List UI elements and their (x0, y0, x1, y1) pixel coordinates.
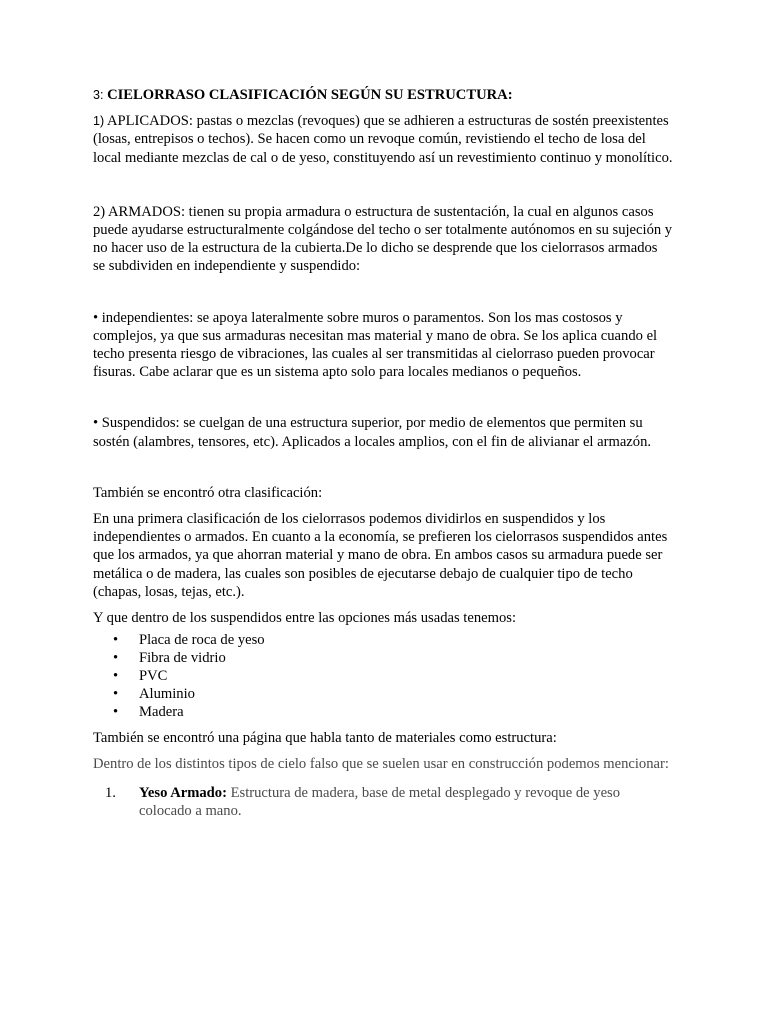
section1-text: APLICADOS: pastas o mezclas (revoques) que se adhieren a estructuras de sostén preexistentes (losas, entrepisos o techos). Se hacen como un revoque común, revistiendo el techo de losa del local mediante mezclas de cal o de yeso, constituyendo así un revestimiento continuo y monolítico. (93, 113, 673, 166)
paragraph-independientes: • independientes: se apoya lateralmente sobre muros o paramentos. Son los mas costosos y complejos, ya que sus armaduras necesitan mas material y mano de obra. Se los aplica cuando el techo presenta riesgo de vibraciones, las cuales al ser transmitidas al cielorraso pueden provocar fisuras. Cabe aclarar que es un sistema apto solo para locales medianos o pequeños. (93, 309, 658, 381)
pagina-text: Dentro de los distintos tipos de cielo falso que se suelen usar en construcción podemos mencionar: (93, 756, 669, 773)
section-armados: 2) ARMADOS: tienen su propia armadura o estructura de sustentación, la cual en algunos casos puede ayudarse estructuralmente colgándose del techo o ser totalmente autónomos en su sujeción y no hacer uso de la estructura de la cubierta.De lo dicho se desprende que los cielorrasos armados se subdividen en independiente y suspendido: (93, 203, 673, 275)
heading-title: CIELORRASO CLASIFICACIÓN SEGÚN SU ESTRUCTURA: (107, 87, 513, 103)
section1-number: 1) (93, 114, 105, 129)
suspended-options-list (93, 631, 673, 721)
heading-number: 3: (93, 88, 104, 102)
otra-clasificacion-text: En una primera clasificación de los cielorrasos podemos dividirlos en suspendidos y los independientes o armados. En cuanto a la economía, se prefieren los cielorrasos suspendidos antes que los armados, ya que ahorran material y mano de obra. En ambos casos su armadura puede ser metálica o de madera, las cuales son posibles de ejecutarse debajo de cualquier tipo de techo (chapas, losas, tejas, etc.). (93, 511, 668, 600)
list-item: • Madera (113, 704, 184, 721)
paragraph-suspendidos: • Suspendidos: se cuelgan de una estructura superior, por medio de elementos que permiten su sostén (alambres, tensores, etc). Aplicados a locales amplios, con el fin de alivianar el armazón. (93, 415, 652, 450)
list-intro: Y que dentro de los suspendidos entre las opciones más usadas tenemos: (93, 610, 516, 627)
bullet-icon: • (113, 686, 119, 703)
ceiling-types-list (93, 784, 673, 820)
document-page (93, 86, 673, 820)
section-heading (93, 86, 673, 104)
otra-clasificacion-intro: También se encontró otra clasificación: (93, 484, 323, 501)
list-item: • Aluminio (113, 686, 195, 703)
list-item-desc: Estructura de madera, base de metal desplegado y revoque de yeso colocado a mano. (139, 784, 621, 819)
list-item: • PVC (113, 668, 168, 685)
bullet-icon: • (113, 632, 119, 649)
bullet-icon: • (113, 668, 119, 685)
section-aplicados (93, 112, 673, 167)
list-number: 1. (105, 784, 116, 801)
list-item (93, 784, 673, 820)
list-item-term: Yeso Armado: (139, 784, 227, 801)
list-item: • Placa de roca de yeso (113, 632, 265, 649)
list-item: • Fibra de vidrio (113, 650, 226, 667)
bullet-icon: • (113, 704, 119, 721)
pagina-intro: También se encontró una página que habla tanto de materiales como estructura: (93, 730, 557, 747)
bullet-icon: • (113, 650, 119, 667)
